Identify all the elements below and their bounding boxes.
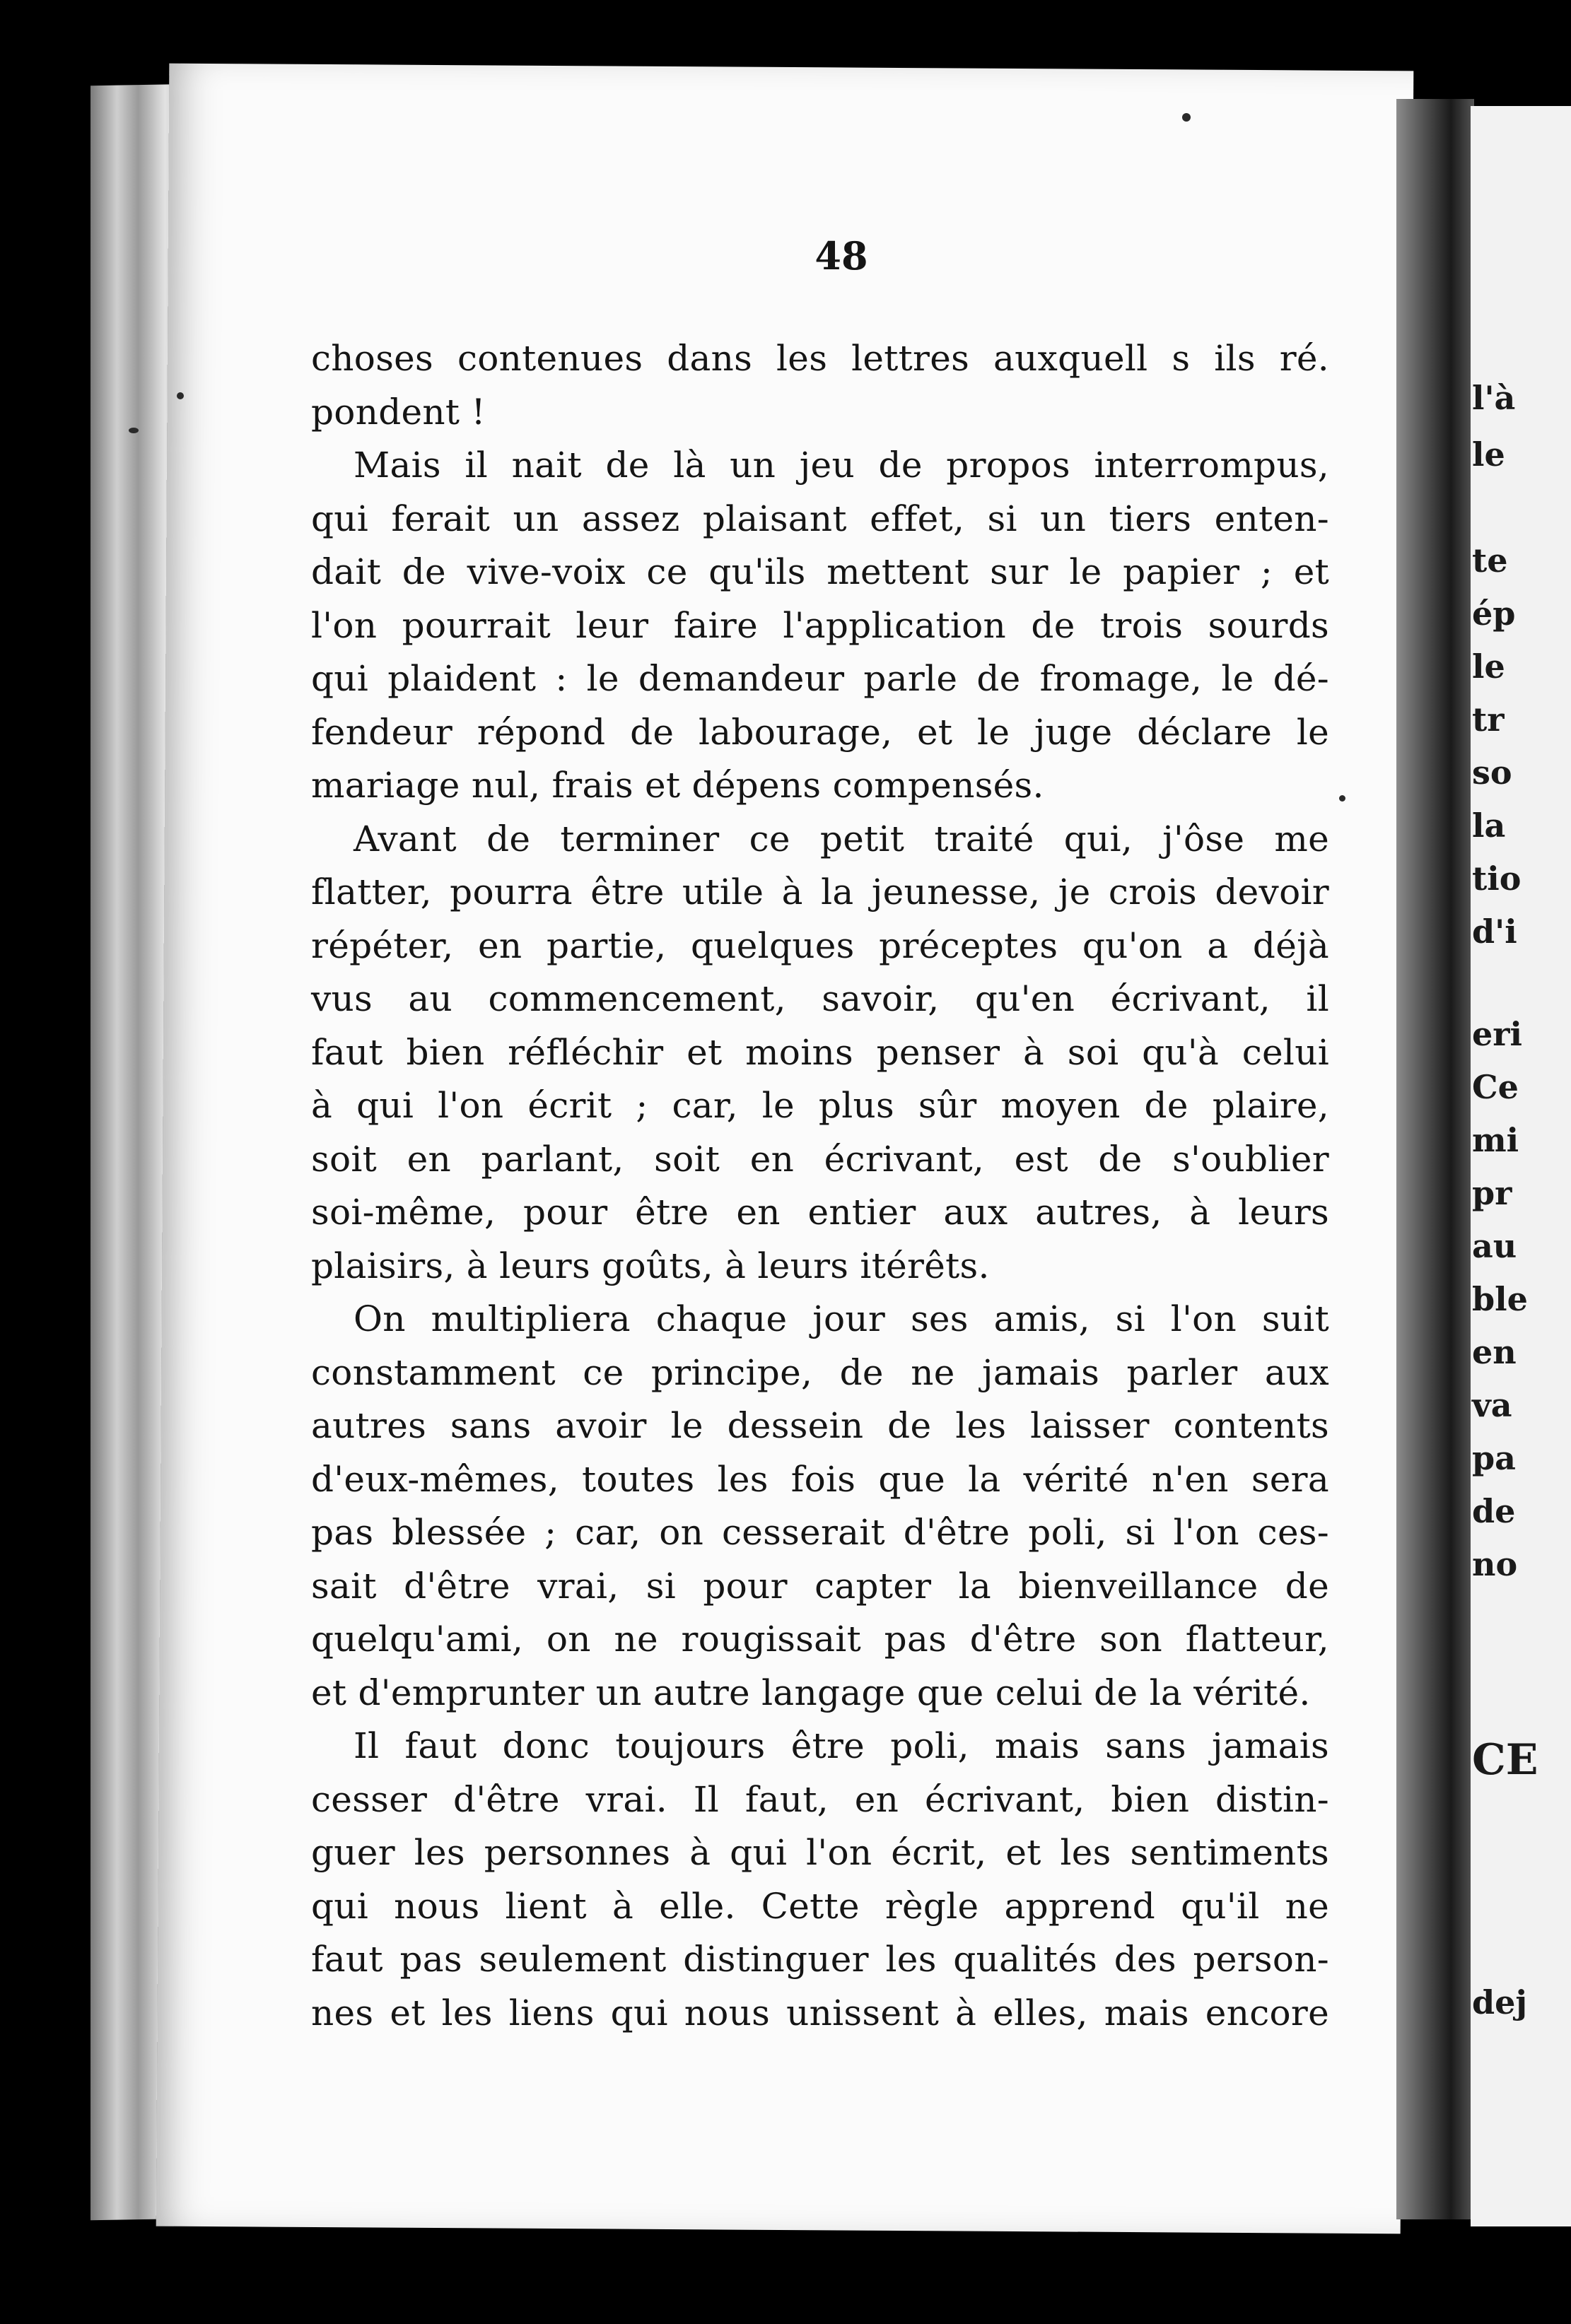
text-line: flatter, pourra être utile à la jeunesse, je crois devoir bbox=[311, 872, 1329, 912]
text-line: pondent ! bbox=[311, 391, 486, 433]
text-line: soit en parlant, soit en écrivant, est de s'oublier bbox=[311, 1138, 1329, 1180]
facing-page-fragment: le bbox=[1472, 435, 1505, 474]
page-number: 48 bbox=[814, 233, 868, 278]
text-line: guer les personnes à qui l'on écrit, et les sentiments bbox=[311, 1832, 1329, 1873]
text-line: à qui l'on écrit ; car, le plus sûr moyen de plaire, bbox=[311, 1085, 1329, 1126]
text-line: soi-même, pour être en entier aux autres, à leurs bbox=[311, 1192, 1329, 1233]
ink-speck bbox=[177, 392, 184, 399]
text-line: vus au commencement, savoir, qu'en écrivant, il bbox=[311, 978, 1329, 1019]
facing-page-strip bbox=[1471, 106, 1571, 2226]
text-line: et d'emprunter un autre langage que celui de la vérité. bbox=[311, 1672, 1311, 1713]
facing-page-fragment: tio bbox=[1472, 859, 1522, 898]
facing-page-fragment: pr bbox=[1472, 1174, 1512, 1212]
facing-page-fragment: mi bbox=[1472, 1121, 1519, 1159]
facing-page-fragment: dej bbox=[1472, 1983, 1528, 2021]
text-line: faut pas seulement distinguer les qualités des person- bbox=[311, 1939, 1329, 1980]
text-line: quelqu'ami, on ne rougissait pas d'être son flatteur, bbox=[311, 1619, 1329, 1660]
facing-page-fragment: de bbox=[1472, 1492, 1516, 1530]
text-line: qui nous lient à elle. Cette règle apprend qu'il ne bbox=[311, 1885, 1329, 1927]
facing-page-fragment: tr bbox=[1472, 700, 1505, 739]
ink-speck bbox=[1182, 113, 1191, 122]
text-line: Il faut donc toujours être poli, mais sans jamais bbox=[354, 1725, 1329, 1766]
ink-speck bbox=[129, 428, 139, 433]
facing-page-fragment: d'i bbox=[1472, 912, 1517, 951]
text-line: dait de vive-voix ce qu'ils mettent sur le papier ; et bbox=[311, 551, 1329, 592]
text-line: sait d'être vrai, si pour capter la bienveillance de bbox=[311, 1565, 1329, 1607]
ink-speck bbox=[1339, 795, 1345, 802]
text-line: qui plaident : le demandeur parle de fromage, le dé- bbox=[311, 658, 1329, 699]
facing-page-fragment: la bbox=[1472, 806, 1506, 845]
facing-page-fragment: ép bbox=[1472, 594, 1516, 633]
text-line: l'on pourrait leur faire l'application de trois sourds bbox=[311, 604, 1329, 646]
facing-page-fragment: no bbox=[1472, 1545, 1518, 1583]
facing-page-fragment: Ce bbox=[1472, 1068, 1519, 1106]
text-line: plaisirs, à leurs goûts, à leurs itérêts. bbox=[311, 1245, 990, 1286]
facing-page-fragment: CE bbox=[1472, 1735, 1538, 1785]
text-line: pas blessée ; car, on cesserait d'être poli, si l'on ces- bbox=[311, 1512, 1329, 1553]
text-line: constamment ce principe, de ne jamais parler aux bbox=[311, 1351, 1329, 1393]
text-line: On multipliera chaque jour ses amis, si l'on suit bbox=[354, 1298, 1329, 1339]
page-gutter-shadow bbox=[1396, 99, 1474, 2219]
facing-page-fragment: so bbox=[1472, 753, 1512, 792]
facing-page-fragment: en bbox=[1472, 1333, 1517, 1371]
facing-page-fragment: au bbox=[1472, 1227, 1517, 1265]
facing-page-fragment: te bbox=[1472, 541, 1508, 580]
facing-page-fragment: eri bbox=[1472, 1015, 1522, 1053]
page-body-text bbox=[311, 332, 1329, 2040]
text-line: fendeur répond de labourage, et le juge déclare le bbox=[311, 711, 1329, 753]
facing-page-fragment: le bbox=[1472, 647, 1505, 686]
text-line: d'eux-mêmes, toutes les fois que la vérité n'en sera bbox=[311, 1458, 1329, 1500]
text-line: Avant de terminer ce petit traité qui, j'ôse me bbox=[354, 818, 1329, 859]
text-line: choses contenues dans les lettres auxquell s ils ré. bbox=[311, 338, 1329, 379]
text-line: autres sans avoir le dessein de les laisser contents bbox=[311, 1405, 1329, 1446]
facing-page-fragment: va bbox=[1472, 1386, 1512, 1424]
text-line: Mais il nait de là un jeu de propos interrompus, bbox=[354, 445, 1329, 486]
facing-page-fragment: l'à bbox=[1472, 379, 1516, 417]
facing-page-fragment: pa bbox=[1472, 1439, 1516, 1477]
text-line: nes et les liens qui nous unissent à elles, mais encore bbox=[311, 1992, 1329, 2034]
text-line: qui ferait un assez plaisant effet, si un tiers enten- bbox=[311, 498, 1329, 539]
text-line: répéter, en partie, quelques préceptes qu'on a déjà bbox=[311, 925, 1329, 966]
text-line: faut bien réfléchir et moins penser à soi qu'à celui bbox=[311, 1031, 1329, 1073]
text-line: cesser d'être vrai. Il faut, en écrivant, bien distin- bbox=[311, 1778, 1329, 1820]
text-line: mariage nul, frais et dépens compensés. bbox=[311, 765, 1044, 806]
facing-page-fragment: ble bbox=[1472, 1280, 1528, 1318]
